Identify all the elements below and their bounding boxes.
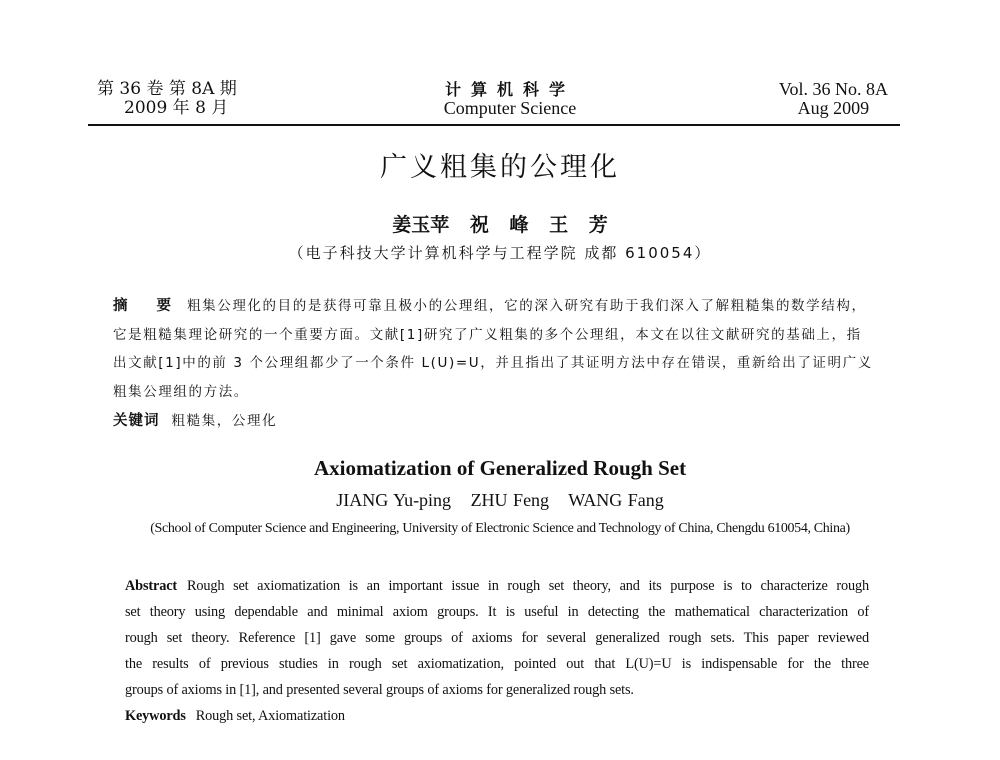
header-rule-divider (88, 124, 900, 126)
running-header-left (97, 80, 237, 118)
keywords-label-en: Keywords (125, 708, 186, 724)
abstract-cn-text: 粗集公理化的目的是获得可靠且极小的公理组，它的深入研究有助于我们深入了解粗糙集的数学结构， (187, 298, 867, 314)
keywords-text-cn: 粗糙集，公理化 (171, 412, 278, 429)
running-header-right (779, 80, 888, 118)
affiliation-en: (School of Computer Science and Engineering, University of Electronic Science and Technology of China, Chengdu 610054, China) (150, 521, 850, 536)
abstract-en-line: the results of previous studies in rough set axiomatization, pointed out that L(U)=U is indispensable for the three (125, 656, 869, 672)
author-en: JIANG Yu-ping (336, 490, 452, 510)
author-list-cn (0, 210, 1000, 237)
abstract-label-en: Abstract (125, 578, 178, 594)
abstract-cn (113, 292, 887, 436)
abstract-cn-line (113, 292, 887, 321)
author-cn: 王 芳 (549, 214, 608, 236)
header-date-cn: 2009 年 8 月 (124, 98, 229, 118)
abstract-en (125, 573, 869, 729)
abstract-en-line (125, 573, 869, 599)
author-list-en (0, 490, 1000, 511)
affiliation-cn: （电子科技大学计算机科学与工程学院 成都 610054） (288, 244, 712, 262)
running-header-journal (380, 80, 640, 118)
abstract-cn-line: 粗集公理组的方法。 (113, 384, 249, 401)
journal-name-cn: 计算机科学 (444, 80, 575, 99)
abstract-en-line: set theory using dependable and minimal axiom groups. It is useful in detecting the mathematical characterization of (125, 604, 869, 620)
abstract-en-text: Rough set axiomatization is an important issue in rough set theory, and its purpose is to characterize rough (187, 578, 869, 594)
header-volume-issue-cn: 第 36 卷 第 8A 期 (97, 79, 237, 99)
keywords-label-cn: 关键词 (113, 412, 160, 429)
keywords-en (125, 703, 869, 729)
abstract-cn-line: 它是粗糙集理论研究的一个重要方面。文献[1]研究了广义粗集的多个公理组，本文在以往文献研究的基础上，指 (113, 326, 862, 343)
keywords-text-en: Rough set, Axiomatization (195, 708, 345, 724)
author-en: ZHU Feng (470, 490, 550, 510)
keywords-cn (113, 407, 887, 436)
header-volume-issue-en: Vol. 36 No. 8A (778, 79, 888, 99)
author-cn: 姜玉苹 (392, 214, 450, 236)
author-cn: 祝 峰 (469, 214, 529, 236)
paper-title-en: Axiomatization of Generalized Rough Set (313, 456, 687, 480)
author-en: WANG Fang (568, 490, 664, 510)
abstract-label-cn: 摘 要 (113, 298, 184, 314)
abstract-cn-line: 出文献[1]中的前 3 个公理组都少了一个条件 L(U)=U，并且指出了其证明方法中存在错误，重新给出了证明广义 (113, 355, 873, 372)
header-date-en: Aug 2009 (797, 98, 870, 118)
journal-name-en: Computer Science (443, 98, 577, 118)
paper-title-cn: 广义粗集的公理化 (380, 152, 620, 183)
abstract-en-line: rough set theory. Reference [1] gave some groups of axioms for several generalized rough sets. This paper reviewed (125, 630, 869, 646)
abstract-en-line: groups of axioms in [1], and presented several groups of axioms for generalized rough sets. (125, 682, 634, 698)
